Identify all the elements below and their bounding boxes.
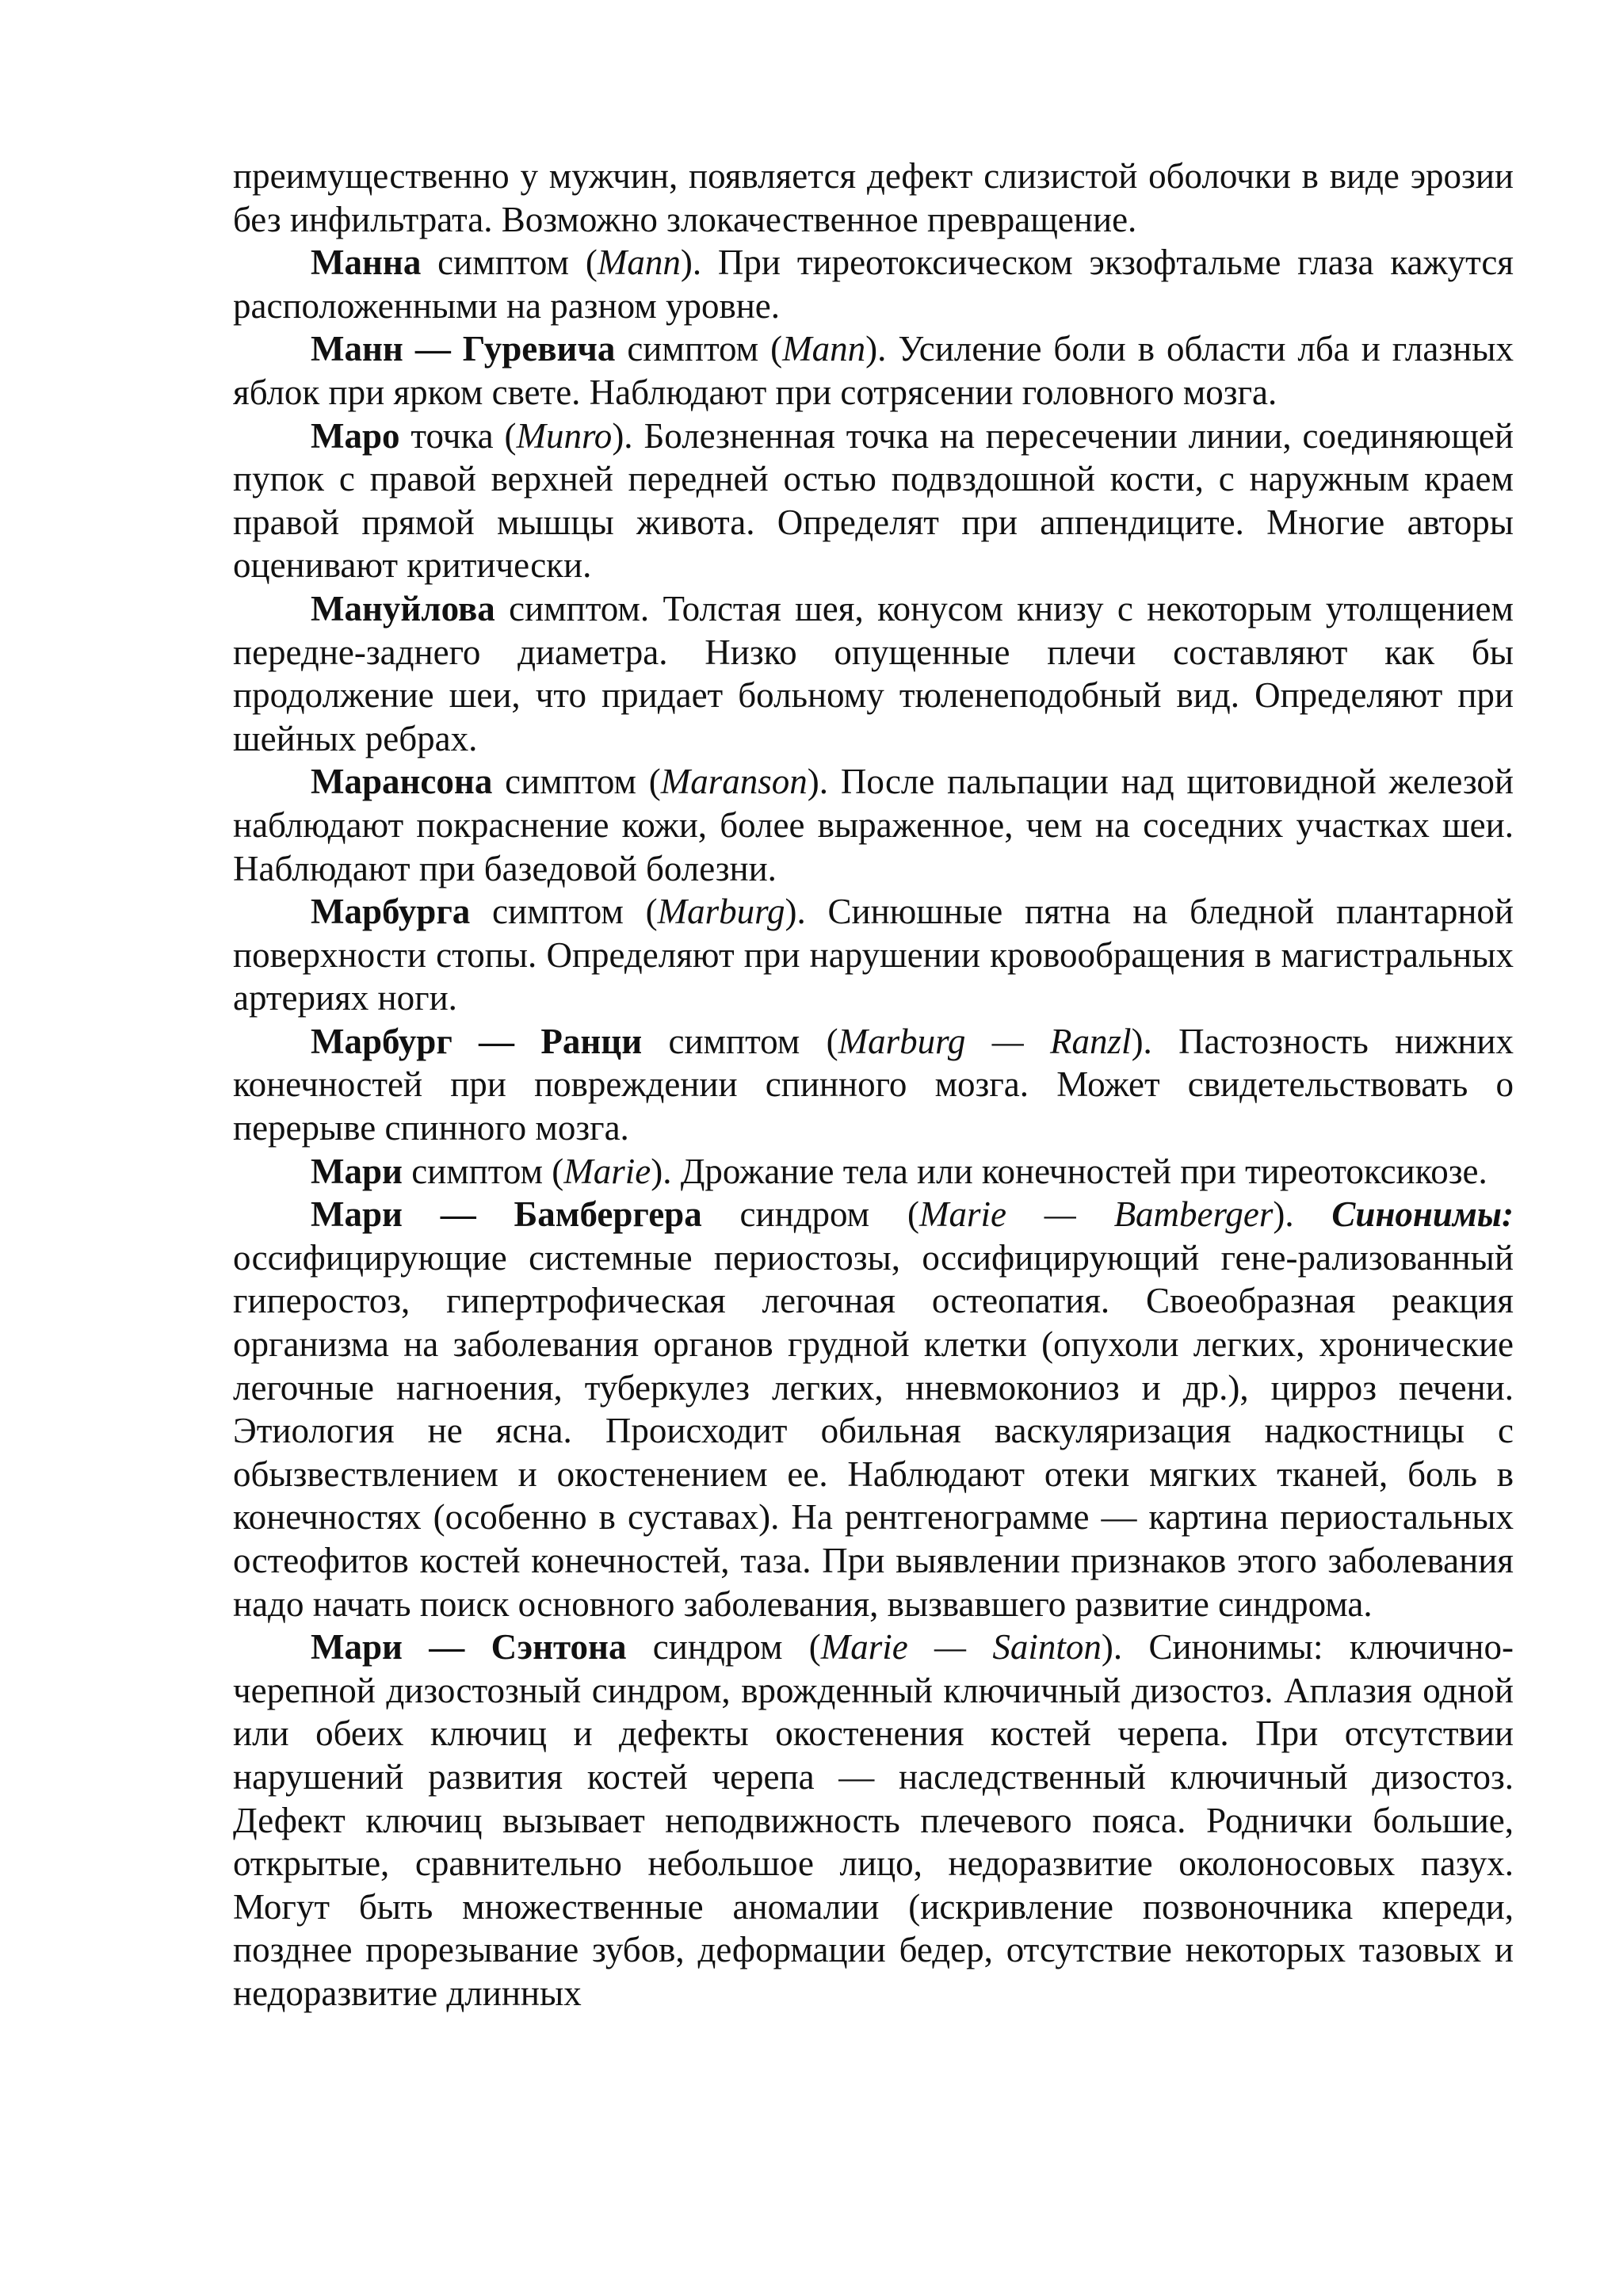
entry-marie-bamberger [233, 1193, 1514, 1626]
entry-description: ). Дрожание тела или конечностей при тиреотоксикозе. [651, 1151, 1487, 1191]
entry-term: Мануйлова [311, 588, 495, 628]
entry-description: ). При тиреотоксическом экзофтальме глаза кажутся расположенными на разном уровне. [233, 243, 1514, 326]
entry-kind: симптом ( [615, 329, 783, 369]
entry-kind: симптом ( [421, 243, 598, 283]
intro-paragraph [233, 155, 1514, 241]
entry-term: Марбург — Ранци [311, 1021, 643, 1061]
entry-marburg-ranzl [233, 1020, 1514, 1150]
entry-kind: синдром ( [701, 1194, 919, 1235]
entry-marie [233, 1150, 1514, 1194]
entry-latin-name: Marie — Sainton [820, 1627, 1102, 1668]
intro-text: преимущественно у мужчин, появляется дефект слизистой оболочки в виде эрозии без инфильтрата. Возможно злокачественное превращение. [233, 156, 1514, 239]
entry-term: Мари — Бамбергера [311, 1194, 702, 1235]
entry-term: Манна [311, 243, 422, 283]
entry-latin-name: Marie [563, 1151, 651, 1191]
entry-description: ). Синюшные пятна на бледной плантарной поверхности стопы. Определяют при нарушении кровообращения в магистральных артериях ноги. [233, 892, 1514, 1018]
entry-maranson [233, 760, 1514, 890]
entry-description: ). Синонимы: ключично-черепной дизостозный синдром, врожденный ключичный дизостоз. Аплазия одной или обеих ключиц и дефекты окостенения костей черепа. При отсутствии нарушений развития костей черепа — наследственный ключичный дизостоз. Дефект ключиц вызывает неподвижность плечевого пояса. Роднички большие, открытые, сравнительно небольшое лицо, недоразвитие околоносовых пазух. Могут быть множественные аномалии (искривление позвоночника кпереди, позднее прорезывание зубов, деформации бедер, отсутствие некоторых тазовых и недоразвитие длинных [233, 1627, 1514, 2013]
entry-term: Мари [311, 1151, 403, 1191]
entry-latin-name: Mann [782, 329, 866, 369]
entry-description: ). Усиление боли в области лба и глазных яблок при ярком свете. Наблюдают при сотрясении головного мозга. [233, 329, 1514, 412]
synonyms-label: Синонимы: [1331, 1194, 1514, 1235]
entry-latin-name: Marie — Bamberger [918, 1194, 1274, 1235]
entry-latin-name: Marburg — Ranzl [838, 1021, 1132, 1061]
entry-description: симптом. Толстая шея, конусом книзу с некоторым утолщением передне-заднего диаметра. Низко опущенные плечи составляют как бы продолжение шеи, что придает больному тюленеподобный вид. Определяют при шейных ребрах. [233, 588, 1514, 758]
entry-description: ). Пастозность нижних конечностей при повреждении спинного мозга. Может свидетельствовать о перерыве спинного мозга. [233, 1021, 1514, 1148]
entry-term: Марансона [311, 762, 493, 802]
entry-term: Мари — Сэнтона [311, 1627, 627, 1668]
entry-term: Маро [311, 415, 400, 456]
document-page [233, 155, 1514, 2015]
entry-description-rest: оссифицирующие системные периостозы, оссифицирующий гене-рализованный гиперостоз, гипертрофическая легочная остеопатия. Своеобразная реакция организма на заболевания органов грудной клетки (опухоли легких, хронические легочные нагноения, туберкулез легких, нневмокониоз и др.), цирроз печени. Этиология не ясна. Происходит обильная васкуляризация надкостницы с обызвествлением и окостенением ее. Наблюдают отеки мягких тканей, боль в конечностях (особенно в суставах). На рентгенограмме — картина периостальных остеофитов костей конечностей, таза. При выявлении признаков этого заболевания надо начать поиск основного заболевания, вызвавшего развитие синдрома. [233, 1237, 1514, 1624]
entry-kind: точка ( [399, 415, 517, 456]
entry-description: ). После пальпации над щитовидной железой наблюдают покраснение кожи, более выраженное, чем на соседних участках шеи. Наблюдают при базедовой болезни. [233, 762, 1514, 888]
entry-mann-gurevich [233, 327, 1514, 414]
entry-description: ). Болезненная точка на пересечении линии, соединяющей пупок с правой верхней передней остью подвздошной кости, с наружным краем правой прямой мышцы живота. Определят при аппендиците. Многие авторы оценивают критически. [233, 415, 1514, 586]
entry-kind: симптом ( [492, 762, 661, 802]
entry-term: Марбурга [311, 892, 471, 932]
entry-latin-name: Maranson [660, 762, 808, 802]
entry-kind: симптом ( [470, 892, 658, 932]
entry-maro [233, 415, 1514, 587]
entry-kind: синдром ( [626, 1627, 821, 1668]
entry-manna [233, 241, 1514, 327]
entry-marburg [233, 890, 1514, 1020]
entry-kind: симптом ( [642, 1021, 838, 1061]
entry-marie-sainton [233, 1626, 1514, 2015]
entry-description: ). [1273, 1194, 1332, 1235]
entry-term: Манн — Гуревича [311, 329, 616, 369]
entry-latin-name: Munro [516, 415, 613, 456]
entry-kind: симптом ( [402, 1151, 564, 1191]
entry-latin-name: Mann [597, 243, 681, 283]
entry-latin-name: Marburg [657, 892, 785, 932]
entry-manuylov [233, 587, 1514, 760]
